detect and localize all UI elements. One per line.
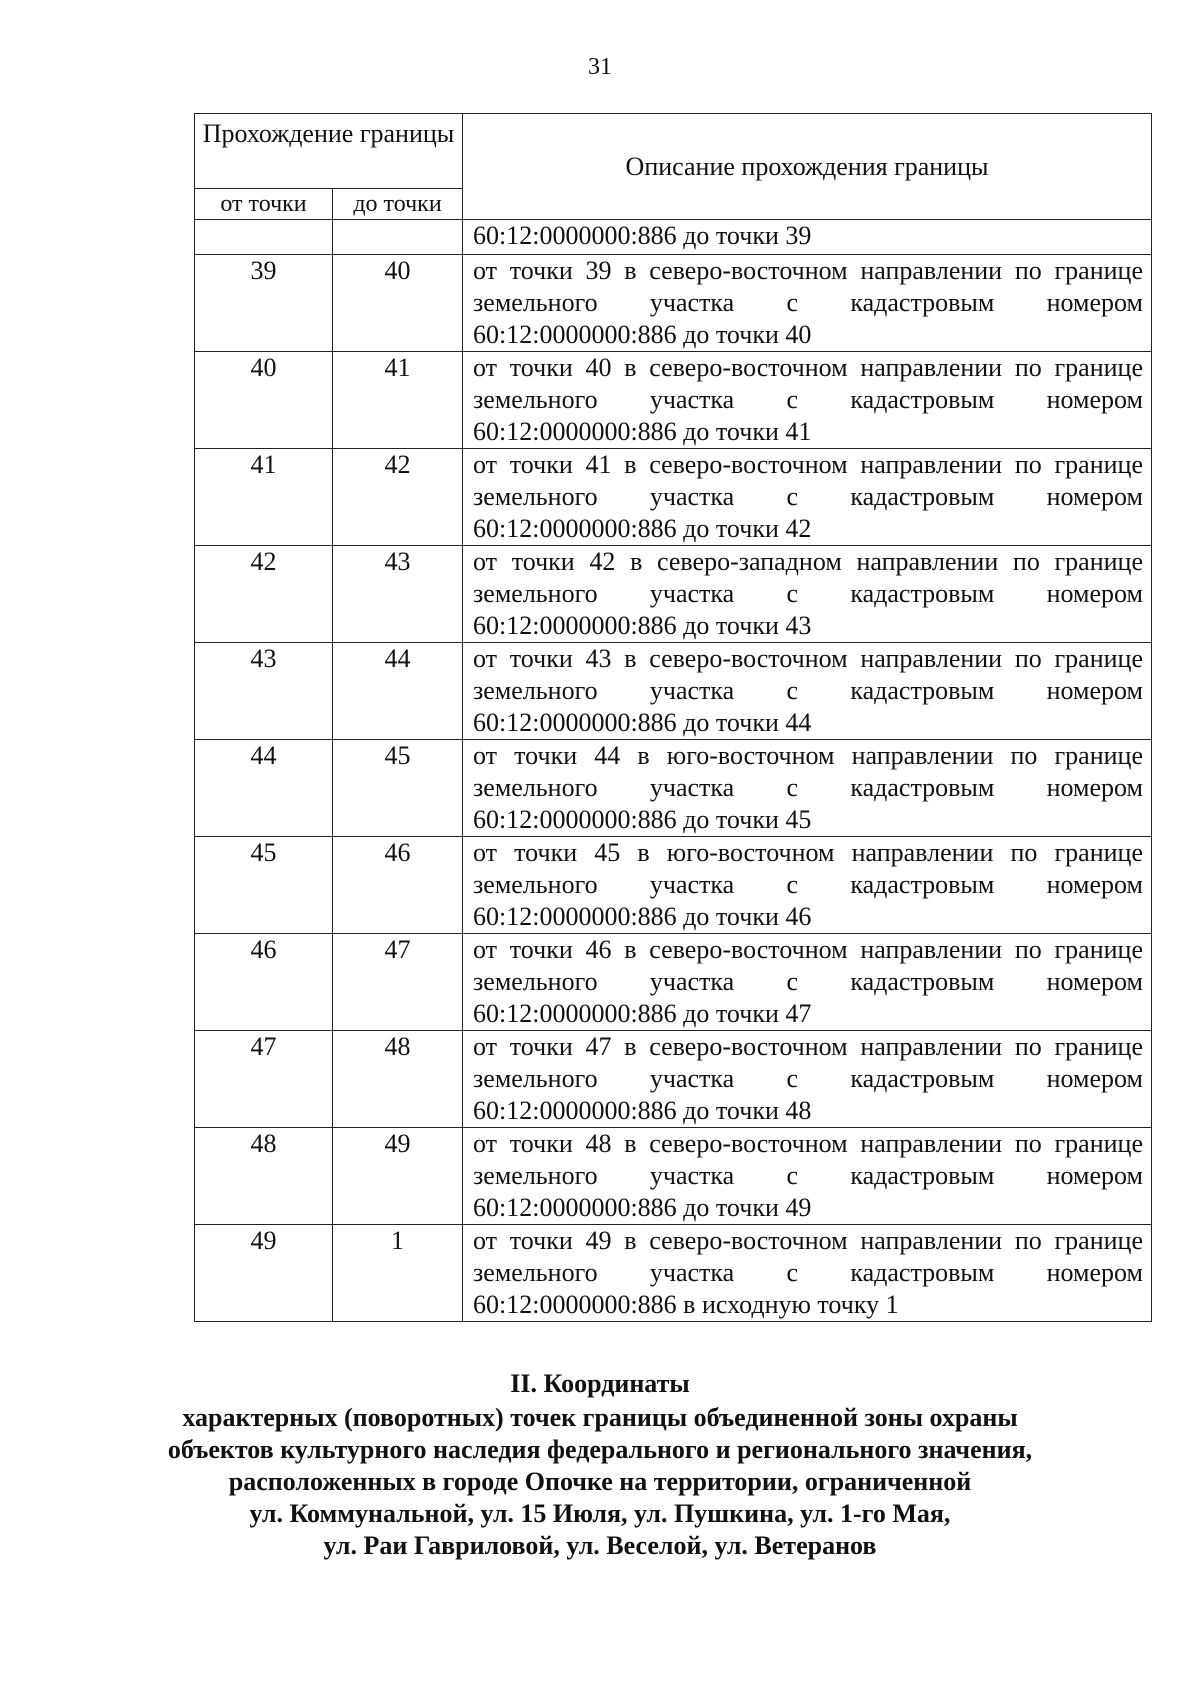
cell-description: от точки 47 в северо-восточном направлении по границе земельного участка с кадастровым номером 60:12:0000000:886 до точки 48 [463,1031,1152,1128]
table-row [195,934,1152,1031]
cell-to: 47 [333,934,463,1031]
cell-from: 41 [195,449,333,546]
section-title: II. Координаты [510,1369,690,1398]
section-subtitle-line: расположенных в городе Опочке на территории, ограниченной [228,1467,972,1496]
cell-to [333,220,463,255]
cell-description: от точки 49 в северо-восточном направлении по границе земельного участка с кадастровым номером 60:12:0000000:886 в исходную точку 1 [463,1225,1152,1322]
table-row [195,352,1152,449]
table-row [195,546,1152,643]
cell-description: от точки 41 в северо-восточном направлении по границе земельного участка с кадастровым номером 60:12:0000000:886 до точки 42 [463,449,1152,546]
cell-to: 46 [333,837,463,934]
cell-description: от точки 39 в северо-восточном направлении по границе земельного участка с кадастровым номером 60:12:0000000:886 до точки 40 [463,255,1152,352]
cell-description: 60:12:0000000:886 до точки 39 [463,220,1152,255]
table-row [195,643,1152,740]
cell-to: 48 [333,1031,463,1128]
boundary-table [194,113,1152,1322]
cell-description: от точки 48 в северо-восточном направлении по границе земельного участка с кадастровым номером 60:12:0000000:886 до точки 49 [463,1128,1152,1225]
table-row [195,1225,1152,1322]
cell-to: 44 [333,643,463,740]
table-row [195,255,1152,352]
cell-to: 40 [333,255,463,352]
boundary-table-container [194,113,1151,1322]
cell-from: 39 [195,255,333,352]
cell-to: 49 [333,1128,463,1225]
cell-from: 46 [195,934,333,1031]
table-row [195,1031,1152,1128]
cell-from: 47 [195,1031,333,1128]
table-row [195,837,1152,934]
header-passage: Прохождение границы [195,114,463,189]
cell-from: 45 [195,837,333,934]
cell-to: 41 [333,352,463,449]
cell-from: 40 [195,352,333,449]
cell-to: 1 [333,1225,463,1322]
cell-description: от точки 40 в северо-восточном направлении по границе земельного участка с кадастровым номером 60:12:0000000:886 до точки 41 [463,352,1152,449]
cell-to: 45 [333,740,463,837]
cell-to: 42 [333,449,463,546]
cell-description: от точки 42 в северо-западном направлении по границе земельного участка с кадастровым номером 60:12:0000000:886 до точки 43 [463,546,1152,643]
cell-from: 43 [195,643,333,740]
cell-description: от точки 46 в северо-восточном направлении по границе земельного участка с кадастровым номером 60:12:0000000:886 до точки 47 [463,934,1152,1031]
header-to-point: до точки [333,189,463,220]
section-subtitle-line: ул. Коммунальной, ул. 15 Июля, ул. Пушкина, ул. 1-го Мая, [249,1499,951,1528]
cell-from: 42 [195,546,333,643]
section-heading [0,1368,1200,1562]
section-subtitle-line: характерных (поворотных) точек границы объединенной зоны охраны [182,1403,1018,1432]
cell-from: 48 [195,1128,333,1225]
cell-to: 43 [333,546,463,643]
cell-from: 44 [195,740,333,837]
cell-description: от точки 45 в юго-восточном направлении по границе земельного участка с кадастровым номером 60:12:0000000:886 до точки 46 [463,837,1152,934]
cell-description: от точки 44 в юго-восточном направлении по границе земельного участка с кадастровым номером 60:12:0000000:886 до точки 45 [463,740,1152,837]
table-row-continuation [195,220,1152,255]
cell-description: от точки 43 в северо-восточном направлении по границе земельного участка с кадастровым номером 60:12:0000000:886 до точки 44 [463,643,1152,740]
page-number: 31 [588,54,612,80]
header-description: Описание прохождения границы [463,114,1152,220]
table-row [195,1128,1152,1225]
cell-from [195,220,333,255]
table-row [195,740,1152,837]
section-subtitle-line: объектов культурного наследия федерального и регионального значения, [167,1435,1033,1464]
header-from-point: от точки [195,189,333,220]
table-row [195,449,1152,546]
cell-from: 49 [195,1225,333,1322]
section-subtitle-line: ул. Раи Гавриловой, ул. Веселой, ул. Ветеранов [323,1531,877,1560]
